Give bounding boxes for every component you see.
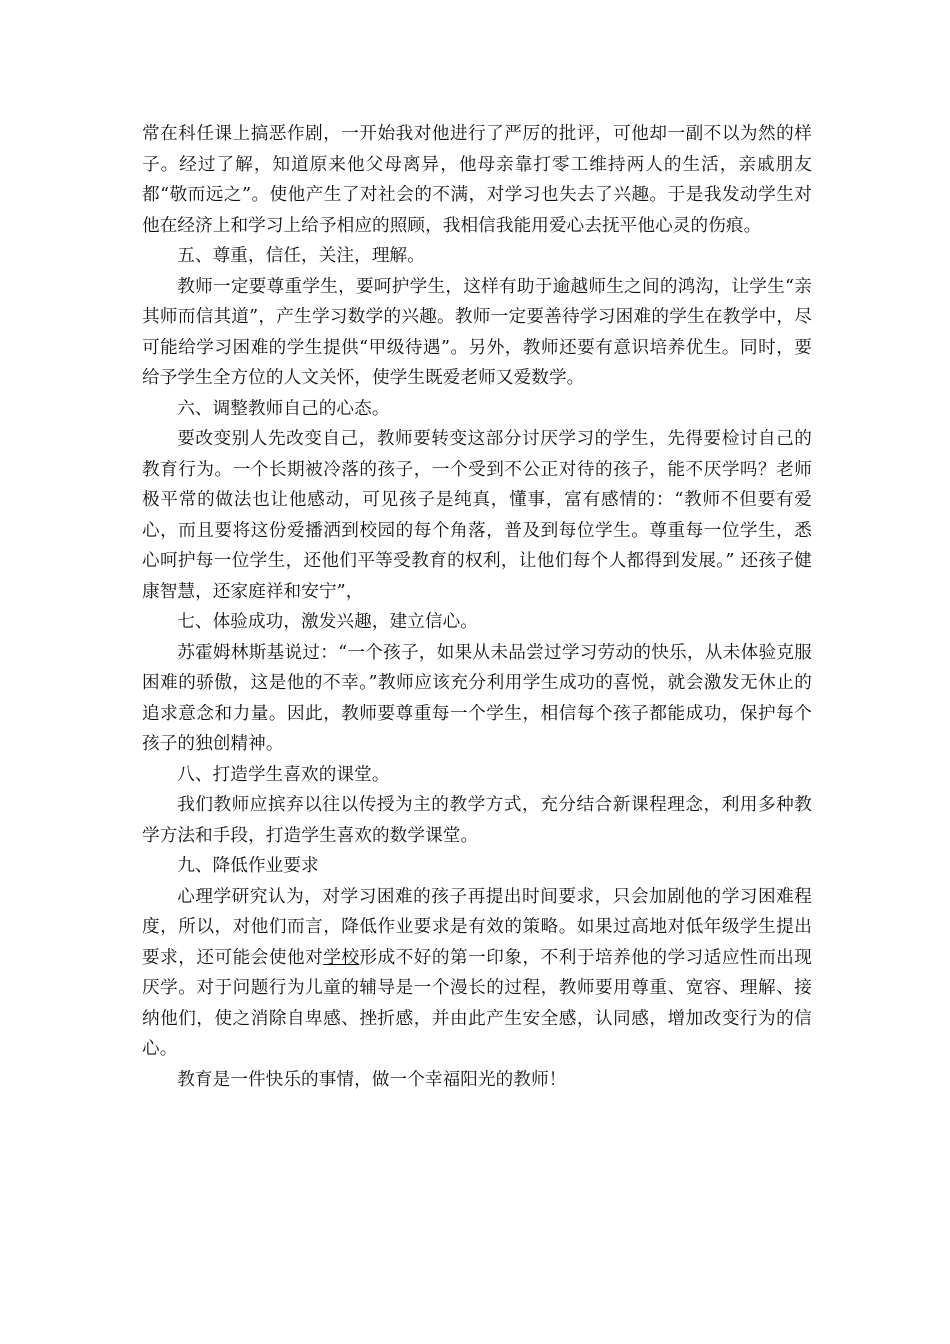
paragraph-section-5: 教师一定要尊重学生，要呵护学生，这样有助于逾越师生之间的鸿沟，让学生“亲其师而信其道”，产生学习数学的兴趣。教师一定要善待学习困难的学生在教学中，尽可能给学习困难的学生提供“甲级待遇”。另外，教师还要有意识培养优生。同时，要给予学生全方位的人文关怀，使学生既爱老师又爱数学。: [142, 276, 812, 388]
section-heading-7: 七、体验成功，激发兴趣，建立信心。: [177, 612, 478, 632]
paragraph-section-6: 要改变别人先改变自己，教师要转变这部分讨厌学习的学生，先得要检讨自己的教育行为。一个长期被冷落的孩子，一个受到不公正对待的孩子，能不厌学吗？老师极平常的做法也让他感动，可见孩子是纯真，懂事，富有感情的：“教师不但要有爱心，而且要将这份爱播洒到校园的每个角落，普及到每位学生。尊重每一位学生，悉心呵护每一位学生，还他们平等受教育的权利，让他们每个人都得到发展。” 还孩子健康智慧，还家庭祥和安宁”，: [142, 429, 812, 602]
paragraph-section-9-text-a: 心理学研究认为，对学习困难的孩子再提出时间要求，只会加剧他的学习困难程度，所以，对他们而言，降低作业要求是有效的策略。如果过高地对低年级学生提出要求，还可能会使他对: [142, 886, 812, 968]
document-body: [142, 119, 812, 1095]
paragraph-section-8: 我们教师应摈弃以往以传授为主的教学方式，充分结合新课程理念，利用多种教学方法和手段，打造学生喜欢的数学课堂。: [142, 795, 812, 846]
school-link[interactable]: 学校: [323, 947, 360, 968]
section-heading-6: 六、调整教师自己的心态。: [177, 398, 390, 419]
paragraph-continued: 常在科任课上搞恶作剧，一开始我对他进行了严厉的批评，可他却一副不以为然的样子。经过了解，知道原来他父母离异，他母亲靠打零工维持两人的生活，亲戚朋友都“敬而远之”。使他产生了对社会的不满，对学习也失去了兴趣。于是我发动学生对他在经济上和学习上给予相应的照顾，我相信我能用爱心去抚平他心灵的伤痕。: [142, 124, 812, 236]
paragraph-section-9: [142, 882, 812, 1065]
section-heading-5: 五、尊重，信任，关注，理解。: [177, 246, 425, 266]
closing-sentence: 教育是一件快乐的事情，做一个幸福阳光的教师！: [177, 1069, 567, 1090]
section-heading-8: 八、打造学生喜欢的课堂。: [177, 764, 390, 785]
section-heading-9: 九、降低作业要求: [177, 856, 319, 876]
paragraph-section-7: 苏霍姆林斯基说过：“一个孩子，如果从未品尝过学习劳动的快乐，从未体验克服困难的骄傲，这是他的不幸。”教师应该充分利用学生成功的喜悦，就会激发无休止的追求意念和力量。因此，教师要尊重每一个学生，相信每个孩子都能成功，保护每个孩子的独创精神。: [142, 642, 812, 754]
paragraph-section-9-text-b: 形成不好的第一印象，不利于培养他的学习适应性而出现厌学。对于问题行为儿童的辅导是一个漫长的过程，教师要用尊重、宽容、理解、接纳他们，使之消除自卑感、挫折感，并由此产生安全感，认同感，增加改变行为的信心。: [142, 947, 812, 1059]
